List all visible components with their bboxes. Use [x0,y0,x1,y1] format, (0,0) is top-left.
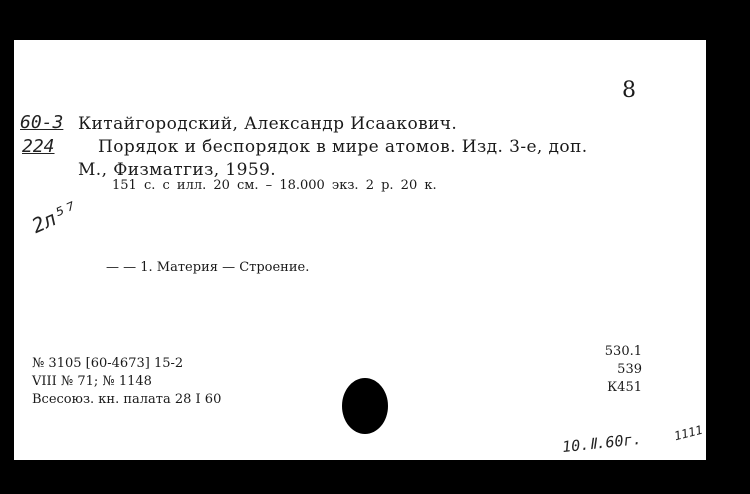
author-line: Китайгородский, Александр Исаакович. [78,114,458,134]
shelf-mark-bottom: 224 [22,136,55,157]
record-line-chamber: Всесоюз. кн. палата 28 I 60 [32,392,222,407]
class-code-udc: 530.1 [604,344,642,359]
handwritten-mark: 2л⁵⁷ [28,196,82,238]
class-code-bbk: 539 [617,362,642,377]
class-code-author-mark: К451 [607,380,642,395]
punch-hole [342,378,388,434]
collation-line: 151 с. с илл. 20 см. – 18.000 экз. 2 р. 20 к. [112,178,437,193]
imprint-line: М., Физматгиз, 1959. [78,160,277,180]
handwritten-scrawl: 1111 [672,422,705,444]
catalog-card [14,40,706,460]
shelf-mark-top: 60-3 [20,112,64,133]
record-line-volume: VIII № 71; № 1148 [32,374,152,389]
card-number: 8 [622,78,636,103]
title-line: Порядок и беспорядок в мире атомов. Изд. 3-е, доп. [98,137,588,157]
record-line-number: № 3105 [60-4673] 15-2 [32,356,184,371]
subject-heading: — — 1. Материя — Строение. [106,260,310,275]
handwritten-date: 10.Ⅱ.60г. [561,429,643,457]
